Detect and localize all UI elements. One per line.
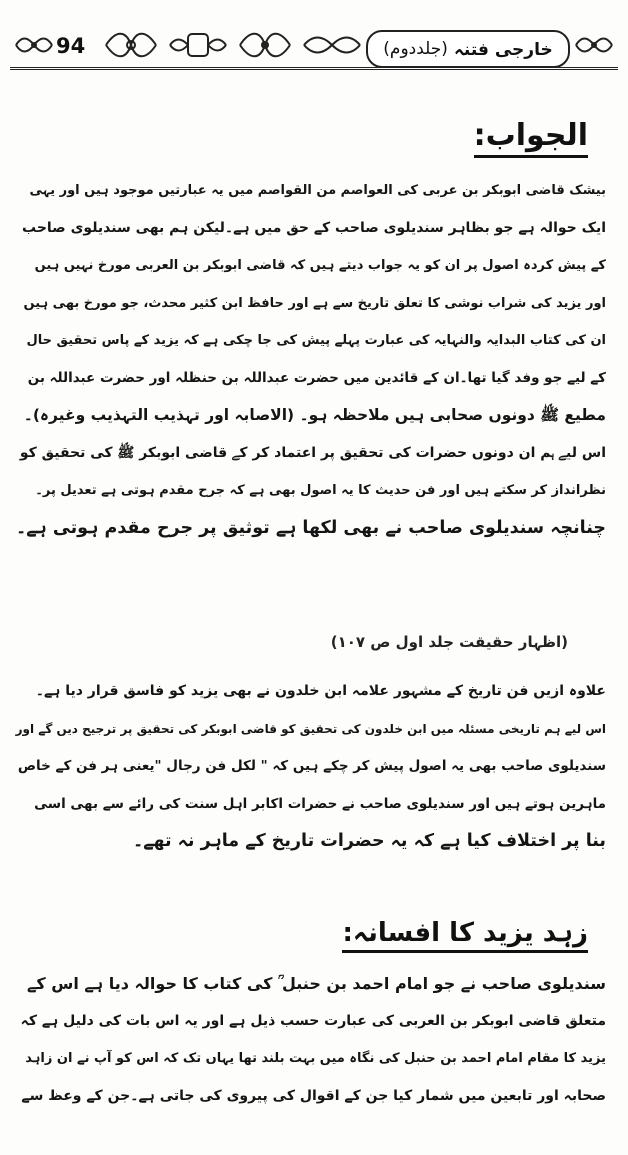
floral-ornament-4-icon bbox=[302, 28, 362, 62]
running-title bbox=[366, 30, 570, 68]
text-line: مطیع ﷺ دونوں صحابی ہیں ملاحظہ ہو۔ (الاصابہ اور تہذیب التہذیب وغیرہ)۔ bbox=[23, 406, 606, 424]
paragraph-2 bbox=[16, 673, 606, 861]
paragraph-3 bbox=[16, 965, 606, 1115]
text-line: اور یزید کی شراب نوشی کا تعلق تاریخ سے ہے اور حافظ ابن کثیر محدث، جو مورخ بھی ہیں bbox=[23, 295, 606, 311]
page-header bbox=[10, 22, 618, 72]
floral-ornament-1-icon bbox=[102, 28, 160, 62]
text-line: صحابہ اور تابعین میں شمار کیا جن کے اقوال کی پیروی کی جاتی ہے۔جن کے وعظ سے bbox=[21, 1087, 606, 1104]
text-line: اس لیے ہم ان دونوں حضرات کی تحقیق پر اعتماد کر کے قاضی ابوبکر ﷺ کی تحقیق کو bbox=[19, 444, 606, 461]
text-line: اس لیے ہم تاریخی مسئلہ میں ابن خلدون کی تحقیق کو قاضی ابوبکر کی تحقیق پر ترجیح دیں گے اور bbox=[15, 721, 606, 736]
text-line: ایک حوالہ ہے جو بظاہر سندیلوی صاحب کے حق میں ہے۔لیکن ہم بھی سندیلوی صاحب bbox=[22, 219, 606, 236]
text-line: متعلق قاضی ابوبکر بن العربی کی عبارت حسب ذیل ہے اور یہ اس بات کی دلیل ہے کہ bbox=[20, 1012, 606, 1029]
text-line: کے لیے جو وفد گیا تھا۔ان کے قائدین میں حضرت عبداللہ بن حنظلہ اور حضرت عبداللہ بن bbox=[27, 369, 606, 386]
text-line: ان کی کتاب البدایہ والنہایہ کی عبارت پہلے پیش کی جا چکی ہے کہ یزید کے پاس تحقیق حال bbox=[26, 333, 606, 348]
running-title-text: خارجی فتنہ bbox=[453, 39, 553, 60]
page-number: 94 bbox=[56, 34, 86, 58]
text-line: سندیلوی صاحب بھی یہ اصول پیش کر چکے ہیں کہ " لکل فن رجال "یعنی ہر فن کے خاص bbox=[17, 758, 606, 774]
text-line: کے پیش کردہ اصول پر ان کو یہ جواب دیتے ہیں کہ قاضی ابوبکر بن العربی مورخ نہیں ہیں bbox=[34, 258, 606, 273]
text-line: سندیلوی صاحب نے جو امام احمد بن حنبل ؒ کی کتاب کا حوالہ دیا ہے اس کے bbox=[27, 974, 606, 993]
yazid-piety-heading: زہد یزید کا افسانہ: bbox=[342, 918, 588, 953]
text-line: علاوہ ازیں فن تاریخ کے مشہور علامہ ابن خلدون نے بھی یزید کو فاسق قرار دیا ہے۔ bbox=[35, 683, 606, 699]
floral-ornament-2-icon bbox=[168, 28, 228, 62]
text-line: ماہرین ہوتے ہیں اور سندیلوی صاحب نے حضرات اکابر اہل سنت کی رائے سے بھی اسی bbox=[34, 795, 606, 812]
floral-ornament-right-icon bbox=[572, 28, 616, 62]
text-line: بنا پر اختلاف کیا ہے کہ یہ حضرات تاریخ کے ماہر نہ تھے۔ bbox=[132, 831, 606, 851]
text-line: چنانچہ سندیلوی صاحب نے بھی لکھا ہے توثیق پر جرح مقدم ہوتی ہے۔ bbox=[16, 517, 606, 538]
floral-ornament-3-icon bbox=[236, 28, 294, 62]
text-line: بیشک قاضی ابوبکر بن عربی کی العواصم من القواصم میں یہ عبارتیں موجود ہیں اور یہی bbox=[29, 183, 606, 198]
text-line: نظرانداز کر سکتے ہیں اور فن حدیث کا یہ اصول بھی ہے کہ جرح مقدم ہوتی ہے تعدیل پر۔ bbox=[35, 483, 606, 498]
text-line: یزید کا مقام امام احمد بن حنبل کی نگاہ میں بہت بلند تھا یہاں تک کہ اس کو آپ نے ان زاہد bbox=[25, 1051, 606, 1066]
answer-heading: الجواب: bbox=[474, 118, 588, 158]
reference-citation: (اظہار حقیقت جلد اول ص ۱۰۷) bbox=[330, 633, 568, 651]
running-title-volume: (جلددوم) bbox=[383, 39, 448, 59]
floral-ornament-left-icon bbox=[12, 28, 56, 62]
paragraph-1 bbox=[16, 172, 606, 547]
